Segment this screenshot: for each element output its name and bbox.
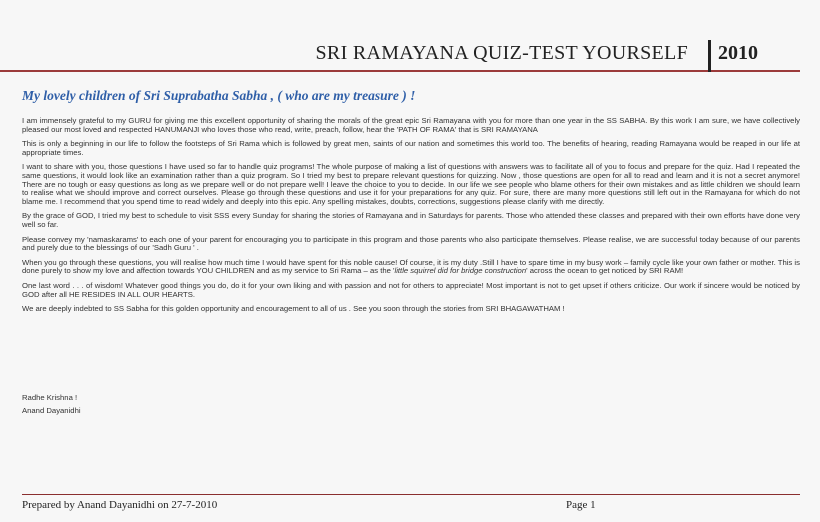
paragraph: One last word . . . of wisdom! Whatever good things you do, do it for your own liking and with passion and not for others to appreciate! Most important is not to get upset if others criticize. Our work if sincere would be noticed by GOD after all HE RESIDES IN ALL OUR HEARTS. (22, 280, 800, 299)
italic-phrase: little squirrel did for bridge construction (394, 266, 527, 276)
document-year: 2010 (718, 42, 758, 64)
paragraph: Please convey my 'namaskarams' to each one of your parent for encouraging you to participate in this program and those parents who also participate themselves. Please realise, we are successful today because of our parents and purely due to the blessings of our 'Sadh Guru ' . (22, 234, 800, 253)
footer-page-number: Page 1 (566, 499, 596, 511)
document-title: SRI RAMAYANA QUIZ-TEST YOURSELF (315, 42, 688, 64)
paragraph: This is only a beginning in our life to follow the footsteps of Sri Rama which is followed by great men, saints of our nation and sometimes this world too. The benefits of hearing, reading Ramayana would be reaped in our life at appropriate times. (22, 139, 800, 157)
signoff: Radhe Krishna ! (22, 393, 78, 402)
signature: Anand Dayanidhi (22, 406, 81, 415)
header-separator (708, 40, 711, 72)
paragraph-text: When you go through these questions, you will realise how much time I would have spent for this noble cause! Of course, it is my duty .Still I have to spare time in my busy work – family cycle like your own father or mother. This is done purely to show my love and affection towards YOU CHILDREN and as my service to Sri Rama – as the ' (22, 257, 800, 276)
footer-divider (22, 494, 800, 495)
paragraph (22, 259, 800, 276)
paragraph: We are deeply indebted to SS Sabha for this golden opportunity and encouragement to all of us . See you soon through the stories from SRI BHAGAWATHAM ! (22, 304, 565, 314)
paragraph: I am immensely grateful to my GURU for giving me this excellent opportunity of sharing the morals of the great epic Sri Ramayana with you for more than one year in the SS SABHA. By this work I am sure, we have collectively pleased our most loved and respected HANUMANJI who loves those who read, write, preach, follow, hear the 'PATH OF RAMA' that is SRI RAMAYANA (22, 116, 800, 134)
footer-prepared-by: Prepared by Anand Dayanidhi on 27-7-2010 (22, 499, 218, 511)
greeting-heading: My lovely children of Sri Suprabatha Sabha , ( who are my treasure ) ! (22, 88, 416, 103)
letter-body (22, 117, 800, 320)
page-header (0, 38, 800, 72)
paragraph: I want to share with you, those questions I have used so far to handle quiz programs! The whole purpose of making a list of questions with answers was to facilitate all of you to focus and prepare for the quiz. Had I repeated the same questions, it would look like an examination rather than a quiz program. So I tried my best to prepare relevant questions for quizzing. Now , those questions are open for all to read and learn and it is not a secret anymore! There are no tough or easy questions as long as we prepare well or do not prepare well! I leave the choice to you to decide. In our life we see people who blame others for their own mistakes and as little children we should learn to realise what we should improve and correct ourselves. Please go through these questions and use it for your preparations for any quiz. For sure, there are many more questions still left out in the Ramayana for which do not blame me. I recommend that you spend time to read widely and deeply into this epic. Any spelling mistakes, doubts, corrections, suggestions please clarify with me directly. (22, 162, 800, 206)
paragraph: By the grace of GOD, I tried my best to schedule to visit SSS every Sunday for sharing the stories of Ramayana and in Saturdays for parents. Those who attended these classes and prepared with their own efforts have done very well so far. (22, 211, 800, 229)
paragraph-tail: ' across the ocean to get noticed by SRI RAM! (526, 266, 684, 276)
